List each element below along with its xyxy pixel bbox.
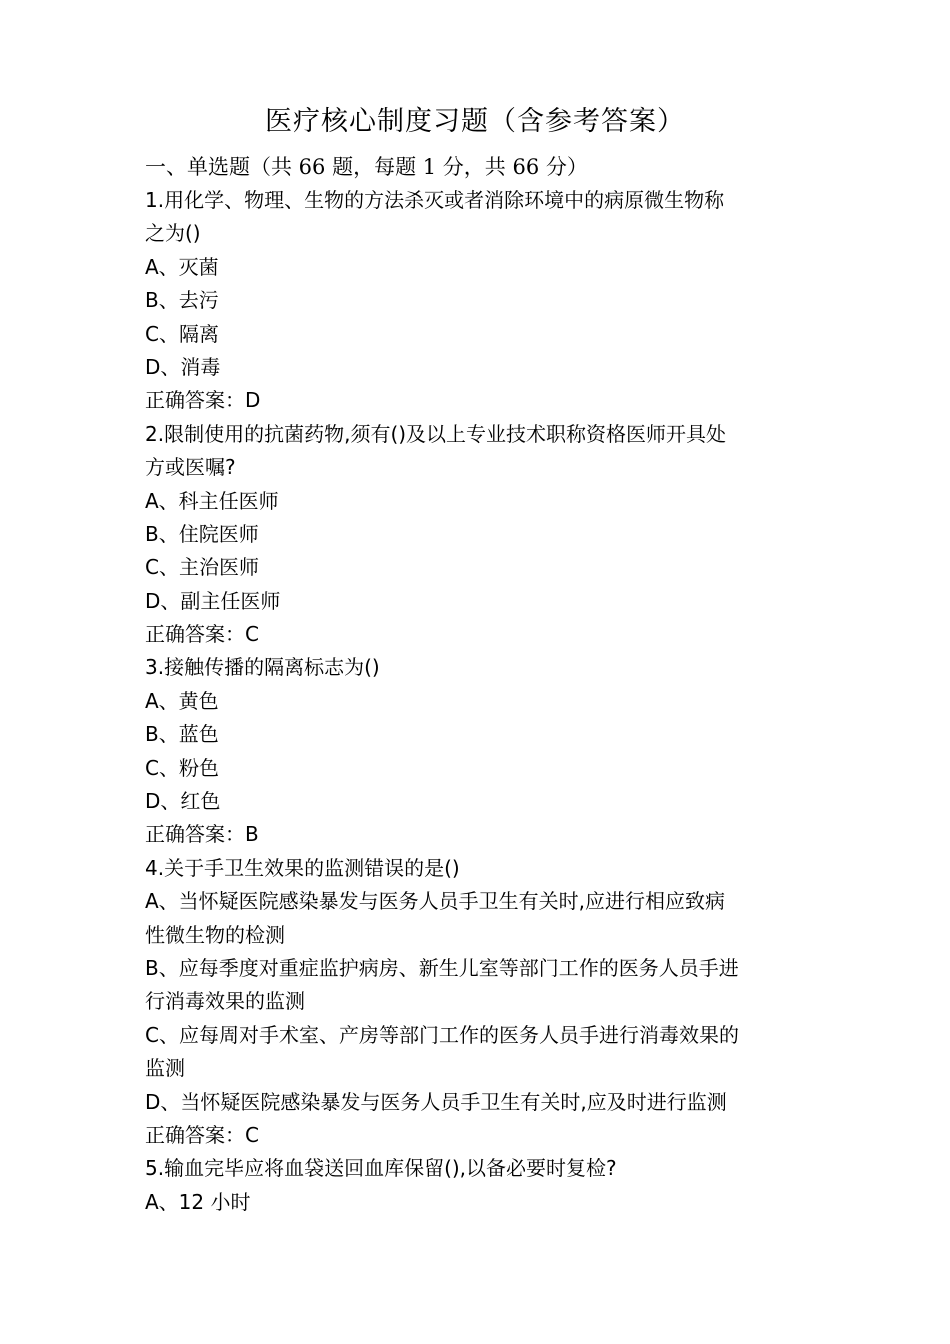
option-d: D、当怀疑医院感染暴发与医务人员手卫生有关时,应及时进行监测 — [145, 1089, 727, 1114]
question-5 — [145, 1152, 815, 1219]
option-d: D、消毒 — [145, 354, 221, 379]
question-2 — [145, 418, 815, 652]
option-c-continued: 监测 — [145, 1056, 185, 1081]
option-d: D、红色 — [145, 789, 221, 814]
option-b: B、住院医师 — [145, 521, 259, 546]
option-b: B、应每季度对重症监护病房、新生儿室等部门工作的医务人员手进 — [145, 955, 739, 980]
option-c: C、隔离 — [145, 321, 219, 346]
question-stem-continued: 之为() — [145, 221, 201, 246]
question-stem: 2.限制使用的抗菌药物,须有()及以上专业技术职称资格医师开具处 — [145, 421, 727, 446]
question-3 — [145, 651, 815, 851]
option-c: C、应每周对手术室、产房等部门工作的医务人员手进行消毒效果的 — [145, 1022, 739, 1047]
option-a: A、黄色 — [145, 688, 219, 713]
question-stem: 3.接触传播的隔离标志为() — [145, 655, 380, 680]
option-d: D、副主任医师 — [145, 588, 281, 613]
option-a: A、12 小时 — [145, 1189, 251, 1214]
option-a-continued: 性微生物的检测 — [145, 922, 285, 947]
option-c: C、主治医师 — [145, 555, 259, 580]
correct-answer: 正确答案：B — [145, 822, 259, 847]
option-b-continued: 行消毒效果的监测 — [145, 989, 305, 1014]
option-b: B、去污 — [145, 288, 219, 313]
correct-answer: 正确答案：C — [145, 1122, 259, 1147]
question-stem: 5.输血完毕应将血袋送回血库保留(),以备必要时复检? — [145, 1156, 617, 1181]
option-a: A、科主任医师 — [145, 488, 279, 513]
option-a: A、当怀疑医院感染暴发与医务人员手卫生有关时,应进行相应致病 — [145, 889, 726, 914]
option-a: A、灭菌 — [145, 254, 219, 279]
option-b: B、蓝色 — [145, 722, 219, 747]
section-heading: 一、单选题（共 66 题，每题 1 分，共 66 分） — [145, 155, 588, 179]
question-list — [145, 184, 815, 1219]
question-1 — [145, 184, 815, 418]
question-stem: 4.关于手卫生效果的监测错误的是() — [145, 855, 460, 880]
correct-answer: 正确答案：C — [145, 622, 259, 647]
question-stem: 1.用化学、物理、生物的方法杀灭或者消除环境中的病原微生物称 — [145, 188, 725, 212]
document-title: 医疗核心制度习题（含参考答案） — [265, 106, 685, 137]
question-4 — [145, 852, 815, 1153]
option-c: C、粉色 — [145, 755, 219, 780]
question-stem-continued: 方或医嘱? — [145, 455, 236, 480]
correct-answer: 正确答案：D — [145, 388, 261, 413]
